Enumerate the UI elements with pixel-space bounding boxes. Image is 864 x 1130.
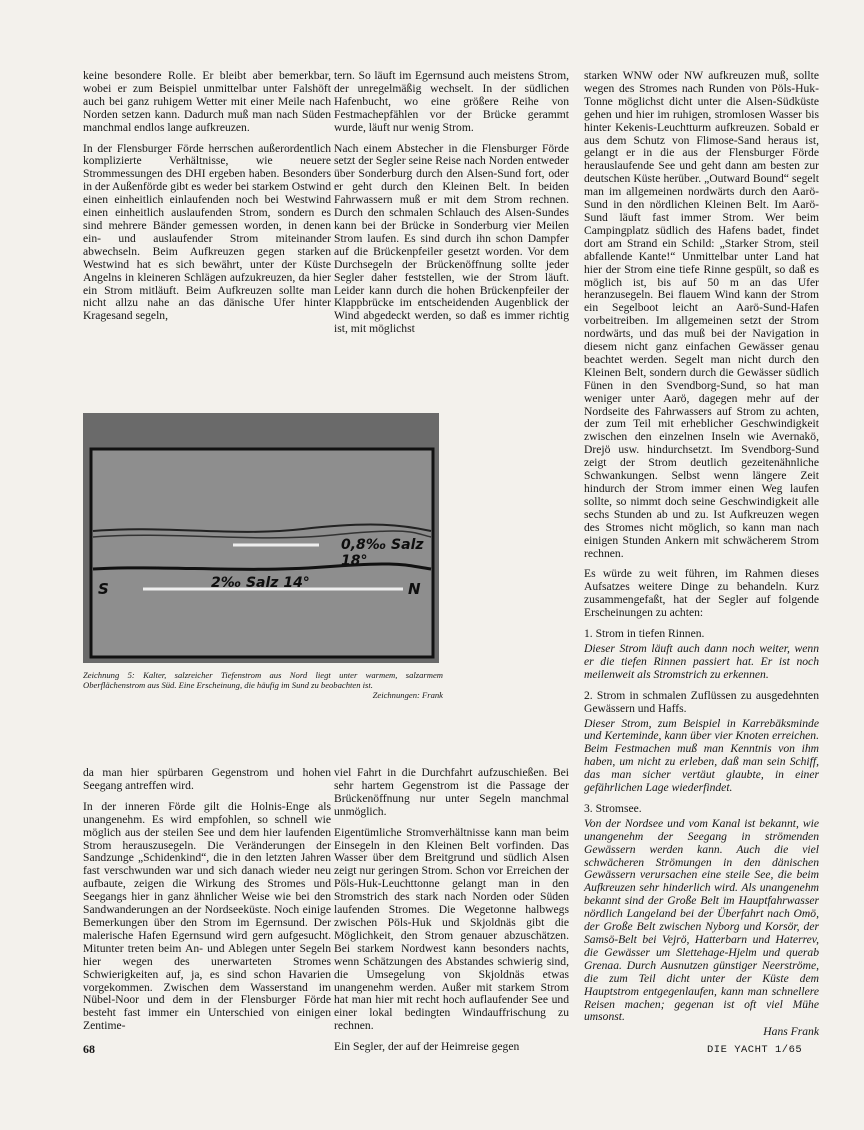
paragraph: Ein Segler, der auf der Heimreise gegen [334,1040,520,1054]
paragraph: In der Flensburger Förde herrschen außerordentlich komplizierte Verhältnisse, wie neuere Strommessungen des DHI ergeben haben. Besonders in der Außenförde gibt es weder bei starkem Ostwind einen einheitlich einlaufenden noch bei Westwind einen einheitlich auslaufenden Strom, sondern es sind mehrere Bänder gemessen worden, in denen ein- und auslaufender Strom miteinander abwechseln. Beim Aufkreuzen gegen starken Westwind hat es sich bewährt, unter der Küste Angelns in kleineren Schlägen aufzukreuzen, da hier ein Strom mitläuft. Beim Aufkreuzen sollte man nicht allzu nahe an das dänische Ufer hinter Kragesand segeln, [83,141,331,323]
column-3 [584,70,819,1041]
upper-layer-label: 0,8‰ Salz 18° [341,537,424,569]
list-item-heading: 1. Strom in tiefen Rinnen. [584,627,705,641]
paragraph: Es würde zu weit führen, im Rahmen dieses Aufsatzes weitere Dinge zu behandeln. Kurz zusammengefaßt, hat der Segler auf folgende Erscheinungen zu achten: [584,567,819,620]
column-2 [334,70,569,338]
list-item-text: Dieser Strom läuft auch dann noch weiter, wenn er die tiefen Rinnen passiert hat. Er ist noch meilenweit als Stromstrich zu erkennen. [584,641,819,681]
paragraph: da man hier spürbaren Gegenstrom und hohen Seegang antreffen wird. [83,766,331,792]
column-5 [334,767,569,1056]
paragraph: tern. So läuft im Egernsund auch meistens Strom, der unregelmäßig wechselt. In der südlichen Hafenbucht, wo eine größere Reihe von Festmachepfählen vor der Brücke gerammt wurde, läuft nur wenig Strom. [334,69,569,134]
list-item-heading: 2. Strom in schmalen Zuflüssen zu ausgedehnten Gewässern und Haffs. [584,688,819,715]
list-item-text: Von der Nordsee und vom Kanal ist bekannt, wie unangenehm der Seegang in strömenden Gewässern werden kann. Auch die viel schwächeren Strömungen in den dänischen Gewässern verursachen eine steile See, die beim Aufkreuzen sehr hinderlich wird. Als unangenehm bekannt sind der Große Belt im Hauptfahrwasser nördlich Langeland bei der Überfahrt nach Omö, der Große Belt zwischen Nyborg und Korsör, der Samsö-Belt bei Vejrö, Hatterbarn und Haterrev, die Gewässer um Slettehage-Hjelm und querab Grenaa. Durch Ausnutzen günstiger Neerströme, die zum Teil dicht unter der Küste dem Hauptstrom entgegenlaufen, kann man schnellere Reisen machen; gegenan ist oft viel Mühe umsonst. [584,816,819,1024]
magazine-issue: DIE YACHT 1/65 [707,1044,803,1056]
list-item-text: Dieser Strom, zum Beispiel in Karrebäksminde und Kerteminde, kann über vier Knoten erreichen. Beim Festmachen muß man Kenntnis von ihm haben, um nicht zu erleben, daß man sein Schiff, das man sicher vertäut glaubte, in einer gefährlichen Lage wiederfindet. [584,716,819,795]
paragraph: starken WNW oder NW aufkreuzen muß, sollte wegen des Stromes nach Runden von Pöls-Huk-Tonne möglichst dicht unter die Alsen-Südküste gehen und hier im ruhigen, stromlosen Wasser bis hinter Kekenis-Leuchtturm aufkreuzen. Sobald er aus dem Schutz von Flimose-Sand heraus ist, gelangt er in die aus der Flensburger Förde herauslaufende See und geht dann am besten zur deutschen Küste herüber. „Outward Bound“ segelt man im allgemeinen nordwärts durch den Aarö-Sund in den nördlichen Kleinen Belt. Im Aarö-Sund läuft fast immer Strom. Wer beim Campingplatz südlich des Hafens badet, findet dort am Strand ein Schild: „Starker Strom, steil abfallende Kante!“ Unmittelbar unter Land hat hier der Strom eine tiefe Rinne gespült, so daß es möglich ist, bis auf 50 m an das Ufer heranzusegeln. Bei flauem Wind kann der Strom ein Segelboot leicht an Aarö-Sund-Hafen vorbeitreiben. Im allgemeinen setzt der Strom nordwärts, und das muß bei der Navigation in diesem nicht ganz einfachen Gewässer genau beachtet werden. Segelt man nicht durch den Kleinen Belt, sondern durch die Gewässer südlich Fünen in den Svendborg-Sund, so hat man weniger unter Aarö, dagegen mehr auf der Nordseite des Fahrwassers auf Strom zu achten, der zum Teil mit erheblicher Geschwindigkeit zwischen den einzelnen Inseln wie Avernakö, Drejö usw. hindurchsetzt. Im Svendborg-Sund zeigt der Strom deutlich gezeitenähnliche Schwankungen. Selbst wenn längere Zeit hindurch der Strom immer einen Weg laufen sollte, so nimmt doch seine Geschwindigkeit alle sechs Stunden ab und zu. Ist Aufkreuzen wegen des Stromes nicht möglich, so kann man nach einigen Stunden Ankern mit schwächerem Strom rechnen. [584,69,819,560]
paragraph: In der inneren Förde gilt die Holnis-Enge als unangenehm. Es wird empfohlen, so schnell wie möglich aus der steilen See und dem hier laufenden Strom herauszusegeln. Die Veränderungen der Sandzunge „Schidenkind“, die in den letzten Jahren fast verschwunden war und sich danach wieder neu aufbaute, zeigen die Wirkung des Stromes und Seegangs hier in ganz ähnlicher Weise wie bei den Sandwanderungen an der Nordseeküste. Noch einige Bemerkungen über den Strom im Egernsund. Der malerische Hafen Egernsund wird gern aufgesucht. Mitunter treten beim An- und Ablegen unter Segeln hier wegen des unerwarteten Stromes Schwierigkeiten auf, ja, es sind schon Havarien vorgekommen. Zwischen dem Wasserstand im Nübel-Noor und dem in der Flensburger Förde besteht fast immer ein Unterschied von einigen Zentime- [83,799,331,1033]
list-item-heading: 3. Stromsee. [584,801,642,815]
author-signature: Hans Frank [763,1025,819,1039]
south-label: S [98,580,109,598]
caption-credit: Zeichnungen: Frank [372,690,443,701]
salinity-figure [83,413,439,663]
figure-caption [83,670,443,701]
column-1 [83,70,331,325]
paragraph: keine besondere Rolle. Er bleibt aber bemerkbar, wobei er zum Beispiel unmittelbar unter Falshöft auch bei ganz ruhigem Wetter mit einer Meile nach Norden setzen kann. Dadurch muß man nach Süden manchmal endlos lange aufkreuzen. [83,69,331,134]
paragraph: viel Fahrt in die Durchfahrt aufzuschießen. Bei sehr hartem Gegenstrom ist die Passage der Brückenöffnung nur unter Segeln manchmal unmöglich. [334,766,569,818]
page-number: 68 [83,1042,95,1056]
lower-layer-label: 2‰ Salz 14° [211,575,310,591]
caption-text: Zeichnung 5: Kalter, salzreicher Tiefenstrom aus Nord liegt unter warmem, salzarmem Oberflächenstrom aus Süd. Eine Erscheinung, die häufig im Sund zu beobachten ist. [83,670,443,691]
paragraph: Eigentümliche Stromverhältnisse kann man beim Einsegeln in den Kleinen Belt vorfinden. Das Wasser über dem Breitgrund und südlich Alsen zeigt nur geringen Strom. Schon vor Erreichen der Pöls-Huk-Leuchttonne gelangt man in den Stromstrich des stark nach Norden oder Süden laufenden Stromes. Die Wegetonne halbwegs zwischen Pöls-Huk und Skjoldnäs gibt die Möglichkeit, den Strom genauer abzuschätzen. Bei starkem Nordwest kann besonders nachts, wenn Schätzungen des Abstandes schwierig sind, die Umsegelung von Skjoldnäs etwas unangenehm werden. Außer mit starkem Strom hat man hier mit recht hoch auflaufender See und einer lokal bedingten Windauffrischung zu rechnen. [334,825,569,1033]
paragraph: Nach einem Abstecher in die Flensburger Förde setzt der Segler seine Reise nach Norden entweder über Sonderburg durch den Alsen-Sund fort, oder er geht durch den Kleinen Belt. In beiden Fahrwassern muß er mit dem Strom rechnen. Durch den schmalen Schlauch des Alsen-Sundes kann bei der Brücke in Sonderburg vier Meilen Strom laufen. Es sind durch ihn schon Dampfer auf die Brückenpfeiler gesetzt worden. Vor dem Durchsegeln der Brückenöffnung sollte jeder Segler daher feststellen, wie der Strom läuft. Leider kann durch die hohen Brückenpfeiler der Klappbrücke im entscheidenden Augenblick der Wind abgedeckt werden, so daß es immer richtig ist, mit möglichst [334,141,569,336]
north-label: N [408,580,421,598]
column-4 [83,767,331,1035]
